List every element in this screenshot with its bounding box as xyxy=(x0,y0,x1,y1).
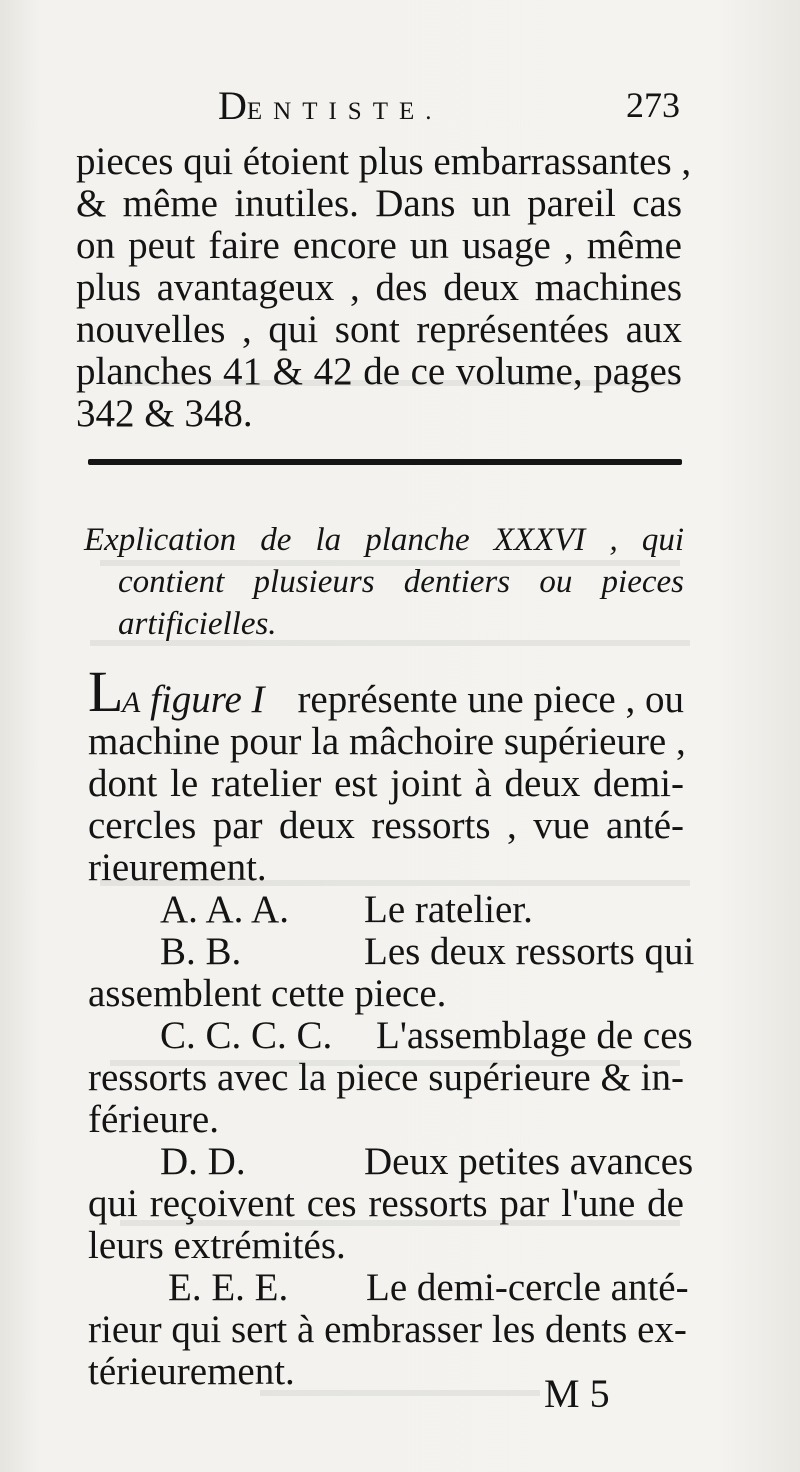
legend-continuation: ressorts avec la piece supérieure & in- xyxy=(88,1056,684,1099)
legend-text: Deux petites avances xyxy=(364,1140,694,1183)
text-line: on peut faire encore un usage , même xyxy=(76,224,682,267)
explication-line-2: contient plusieurs dentiers ou pieces xyxy=(118,564,684,600)
legend-key: B. B. xyxy=(160,930,242,973)
small-caps-a: A xyxy=(122,686,141,719)
legend-continuation: térieurement. xyxy=(88,1350,295,1393)
text-line: plus avantageux , des deux machines xyxy=(76,266,682,309)
text-line: pieces qui étoient plus embarrassantes , xyxy=(76,140,692,183)
legend-key: A. A. A. xyxy=(160,888,289,931)
running-title-rest: ENTISTE. xyxy=(246,98,443,125)
legend-key: C. C. C. C. xyxy=(160,1014,333,1057)
signature-mark: M 5 xyxy=(544,1371,610,1416)
legend-text: Les deux ressorts qui xyxy=(364,930,695,973)
section-rule xyxy=(88,459,682,465)
page-number: 273 xyxy=(626,85,680,125)
legend-key: E. E. E. xyxy=(168,1266,289,1309)
running-title-initial: D xyxy=(218,83,247,128)
legend-key: D. D. xyxy=(160,1140,246,1183)
running-title xyxy=(218,82,443,129)
running-header xyxy=(80,82,680,126)
figure-first-line-tail: représente une piece , ou xyxy=(297,678,684,721)
text-line: rieurement. xyxy=(88,846,267,889)
drop-cap: L xyxy=(88,659,124,724)
legend-text: Le ratelier. xyxy=(364,888,533,931)
text-line: planches 41 & 42 de ce volume, pages xyxy=(76,350,682,393)
figure-first-line xyxy=(122,680,684,723)
text-line: 342 & 348. xyxy=(76,392,253,435)
text-line: machine pour la mâchoire supérieure , xyxy=(88,720,686,763)
legend-continuation: leurs extrémités. xyxy=(88,1224,346,1267)
legend-continuation: rieur qui sert à embrasser les dents ex- xyxy=(88,1308,687,1351)
explication-line-1: Explication de la planche XXXVI , qui xyxy=(84,522,684,558)
text-line: & même inutiles. Dans un pareil cas xyxy=(76,182,682,225)
legend-continuation: assemblent cette piece. xyxy=(88,972,447,1015)
explication-line-3: artificielles. xyxy=(118,606,277,642)
figure-reference: figure I xyxy=(150,678,265,721)
legend-continuation: qui reçoivent ces ressorts par l'une de xyxy=(88,1182,684,1225)
text-line: nouvelles , qui sont représentées aux xyxy=(76,308,682,351)
legend-text: Le demi-cercle anté- xyxy=(366,1266,689,1309)
text-line: cercles par deux ressorts , vue anté- xyxy=(88,804,684,847)
legend-continuation: férieure. xyxy=(88,1098,219,1141)
legend-text: L'assemblage de ces xyxy=(376,1014,693,1057)
text-line: dont le ratelier est joint à deux demi- xyxy=(88,762,684,805)
